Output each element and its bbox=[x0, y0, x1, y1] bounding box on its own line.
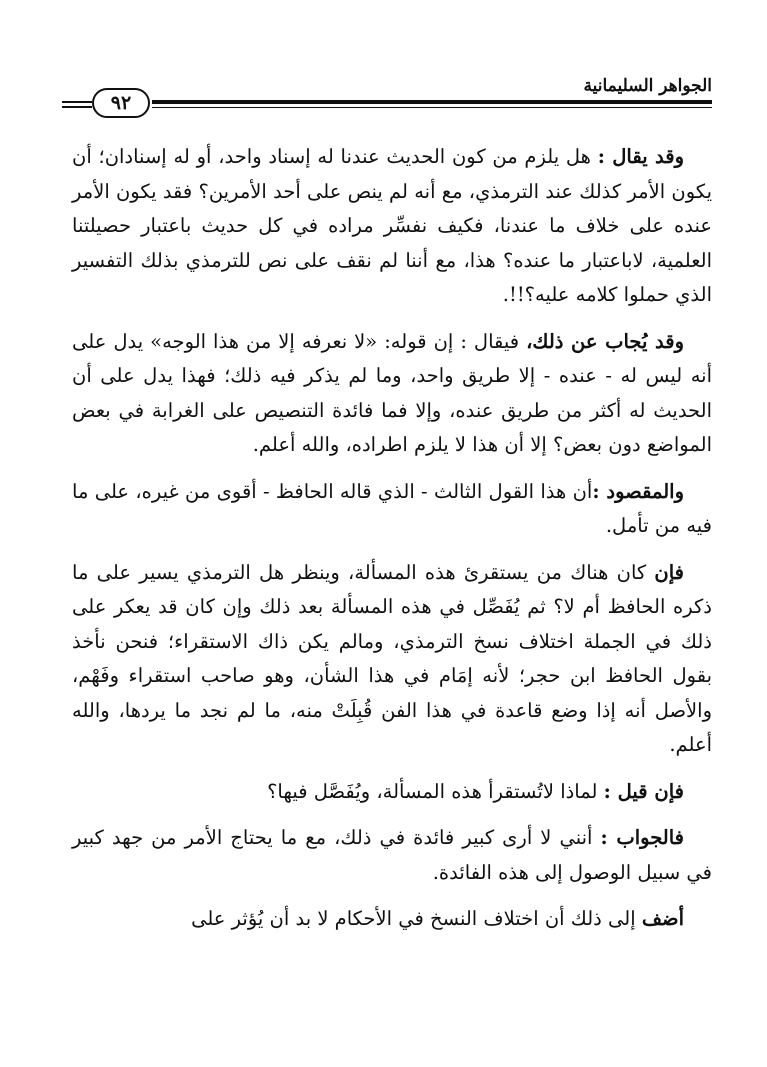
paragraph bbox=[72, 821, 712, 890]
paragraph bbox=[72, 475, 712, 544]
paragraph-text: أنني لا أرى كبير فائدة في ذلك، مع ما يحتاج الأمر من جهد كبير في سبيل الوصول إلى هذه الفائدة. bbox=[72, 826, 712, 884]
paragraph-text: إلى ذلك أن اختلاف النسخ في الأحكام لا بد أن يُؤثر على bbox=[191, 907, 642, 930]
paragraph bbox=[72, 325, 712, 463]
header-rule-left-top bbox=[62, 101, 92, 103]
paragraph bbox=[72, 556, 712, 763]
paragraph-lead: وقد يقال : bbox=[597, 145, 684, 168]
paragraph-lead: فإن bbox=[654, 560, 684, 584]
paragraph-lead: أضف bbox=[641, 907, 684, 930]
header-rule-left-bottom bbox=[62, 106, 92, 108]
page-body bbox=[72, 140, 712, 949]
paragraph-lead: فإن قيل : bbox=[603, 779, 684, 803]
paragraph bbox=[72, 140, 712, 313]
running-title: الجواهر السليمانية bbox=[583, 76, 712, 96]
header-rule-thick bbox=[152, 100, 712, 104]
header-rule-thin bbox=[152, 107, 712, 108]
paragraph-text: أن هذا القول الثالث - الذي قاله الحافظ - أقوى من غيره، على ما فيه من تأمل. bbox=[72, 479, 712, 537]
paragraph-text: كان هناك من يستقرئ هذه المسألة، وينظر هل الترمذي يسير على ما ذكره الحافظ أم لا؟ ثم يُفَصِّل في هذه المسألة بعد ذلك وإن كان قد يعكر على ذلك في الجملة اختلاف نسخ الترمذي، ومالم يكن ذاك الاستقراء؛ فنحن نأخذ بقول الحافظ ابن حجر؛ لأنه إمَام في هذا الشأن، وهو صاحب استقراء وفَهْم، والأصل أنه إذا وضع قاعدة في هذا الفن قُبِلَتْ منه، ما لم نجد ما يردها، والله أعلم. bbox=[72, 560, 712, 756]
paragraph bbox=[72, 902, 712, 937]
paragraph-text: فيقال : إن قوله: «لا نعرفه إلا من هذا الوجه» يدل على أنه ليس له - عنده - إلا طريق واحد، وما لم يذكر فيه ذلك؛ فهذا يدل على أن الحديث له أكثر من طريق عنده، وإلا فما فائدة التنصيص على الغرابة في بعض المواضع دون بعض؟ إلا أن هذا لا يلزم اطراده، والله أعلم. bbox=[72, 329, 712, 456]
paragraph bbox=[72, 775, 712, 810]
paragraph-text: لماذا لاتُستقرأ هذه المسألة، ويُفَصَّل فيها؟ bbox=[267, 779, 604, 803]
paragraph-lead: فالجواب : bbox=[600, 826, 684, 849]
paragraph-lead: وقد يُجاب عن ذلك، bbox=[526, 329, 684, 353]
paragraph-text: هل يلزم من كون الحديث عندنا له إسناد واحد، أو له إسنادان؛ أن يكون الأمر كذلك عند الترمذي، مع أنه لم ينص على أحد الأمرين؟ فقد يكون الأمر عنده على خلاف ما عندنا، فكيف نفسِّر مراده في كل حديث باعتبار حصيلتنا العلمية، لاباعتبار ما عنده؟ هذا، مع أننا لم نقف على نص للترمذي بذلك التفسير الذي حملوا كلامه عليه؟!!. bbox=[72, 145, 712, 306]
paragraph-lead: والمقصود : bbox=[592, 479, 684, 503]
page-number-frame bbox=[92, 88, 150, 118]
page-number: ٩٢ bbox=[110, 91, 132, 114]
page-header bbox=[62, 70, 712, 120]
